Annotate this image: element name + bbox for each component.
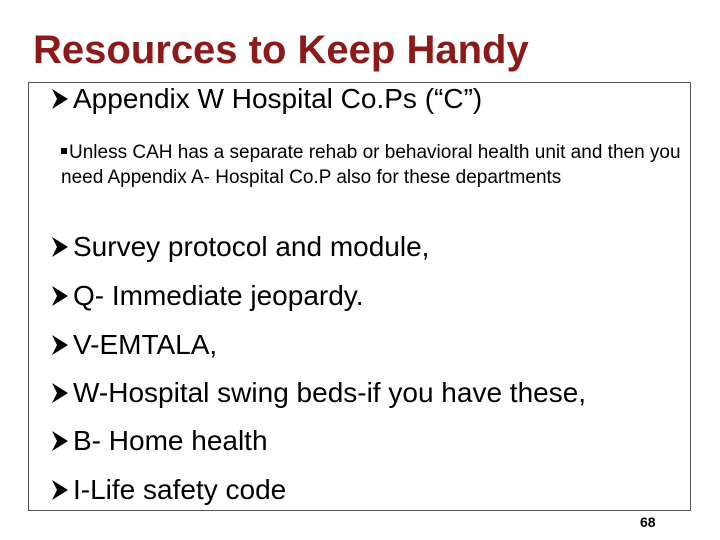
- arrow-bullet-icon: [50, 381, 70, 405]
- bullet-item: [50, 279, 364, 313]
- sub-bullet-item: [61, 140, 681, 190]
- bullet-text: B- Home health: [73, 425, 268, 456]
- bullet-item: [50, 376, 586, 410]
- bullet-text: Q- Immediate jeopardy.: [73, 280, 364, 311]
- bullet-text: Appendix W Hospital Co.Ps (“C”): [73, 83, 483, 114]
- bullet-text: Survey protocol and module,: [73, 231, 430, 262]
- arrow-bullet-icon: [50, 235, 70, 259]
- bullet-text: V-EMTALA,: [73, 329, 218, 360]
- page-number: 68: [640, 514, 656, 530]
- sub-bullet-text: Unless CAH has a separate rehab or behavioral health unit and then you need Appendix A- Hospital Co.P also for these departments: [61, 142, 681, 188]
- bullet-item: [50, 473, 286, 507]
- square-bullet-icon: [61, 148, 67, 154]
- bullet-item: [50, 82, 482, 116]
- arrow-bullet-icon: [50, 284, 70, 308]
- arrow-bullet-icon: [50, 333, 70, 357]
- arrow-bullet-icon: [50, 478, 70, 502]
- slide-title: Resources to Keep Handy: [33, 28, 529, 72]
- bullet-text: I-Life safety code: [73, 474, 287, 505]
- bullet-text: W-Hospital swing beds-if you have these,: [73, 377, 587, 408]
- arrow-bullet-icon: [50, 87, 70, 111]
- bullet-item: [50, 230, 429, 264]
- bullet-item: [50, 424, 268, 458]
- bullet-item: [50, 328, 217, 362]
- arrow-bullet-icon: [50, 429, 70, 453]
